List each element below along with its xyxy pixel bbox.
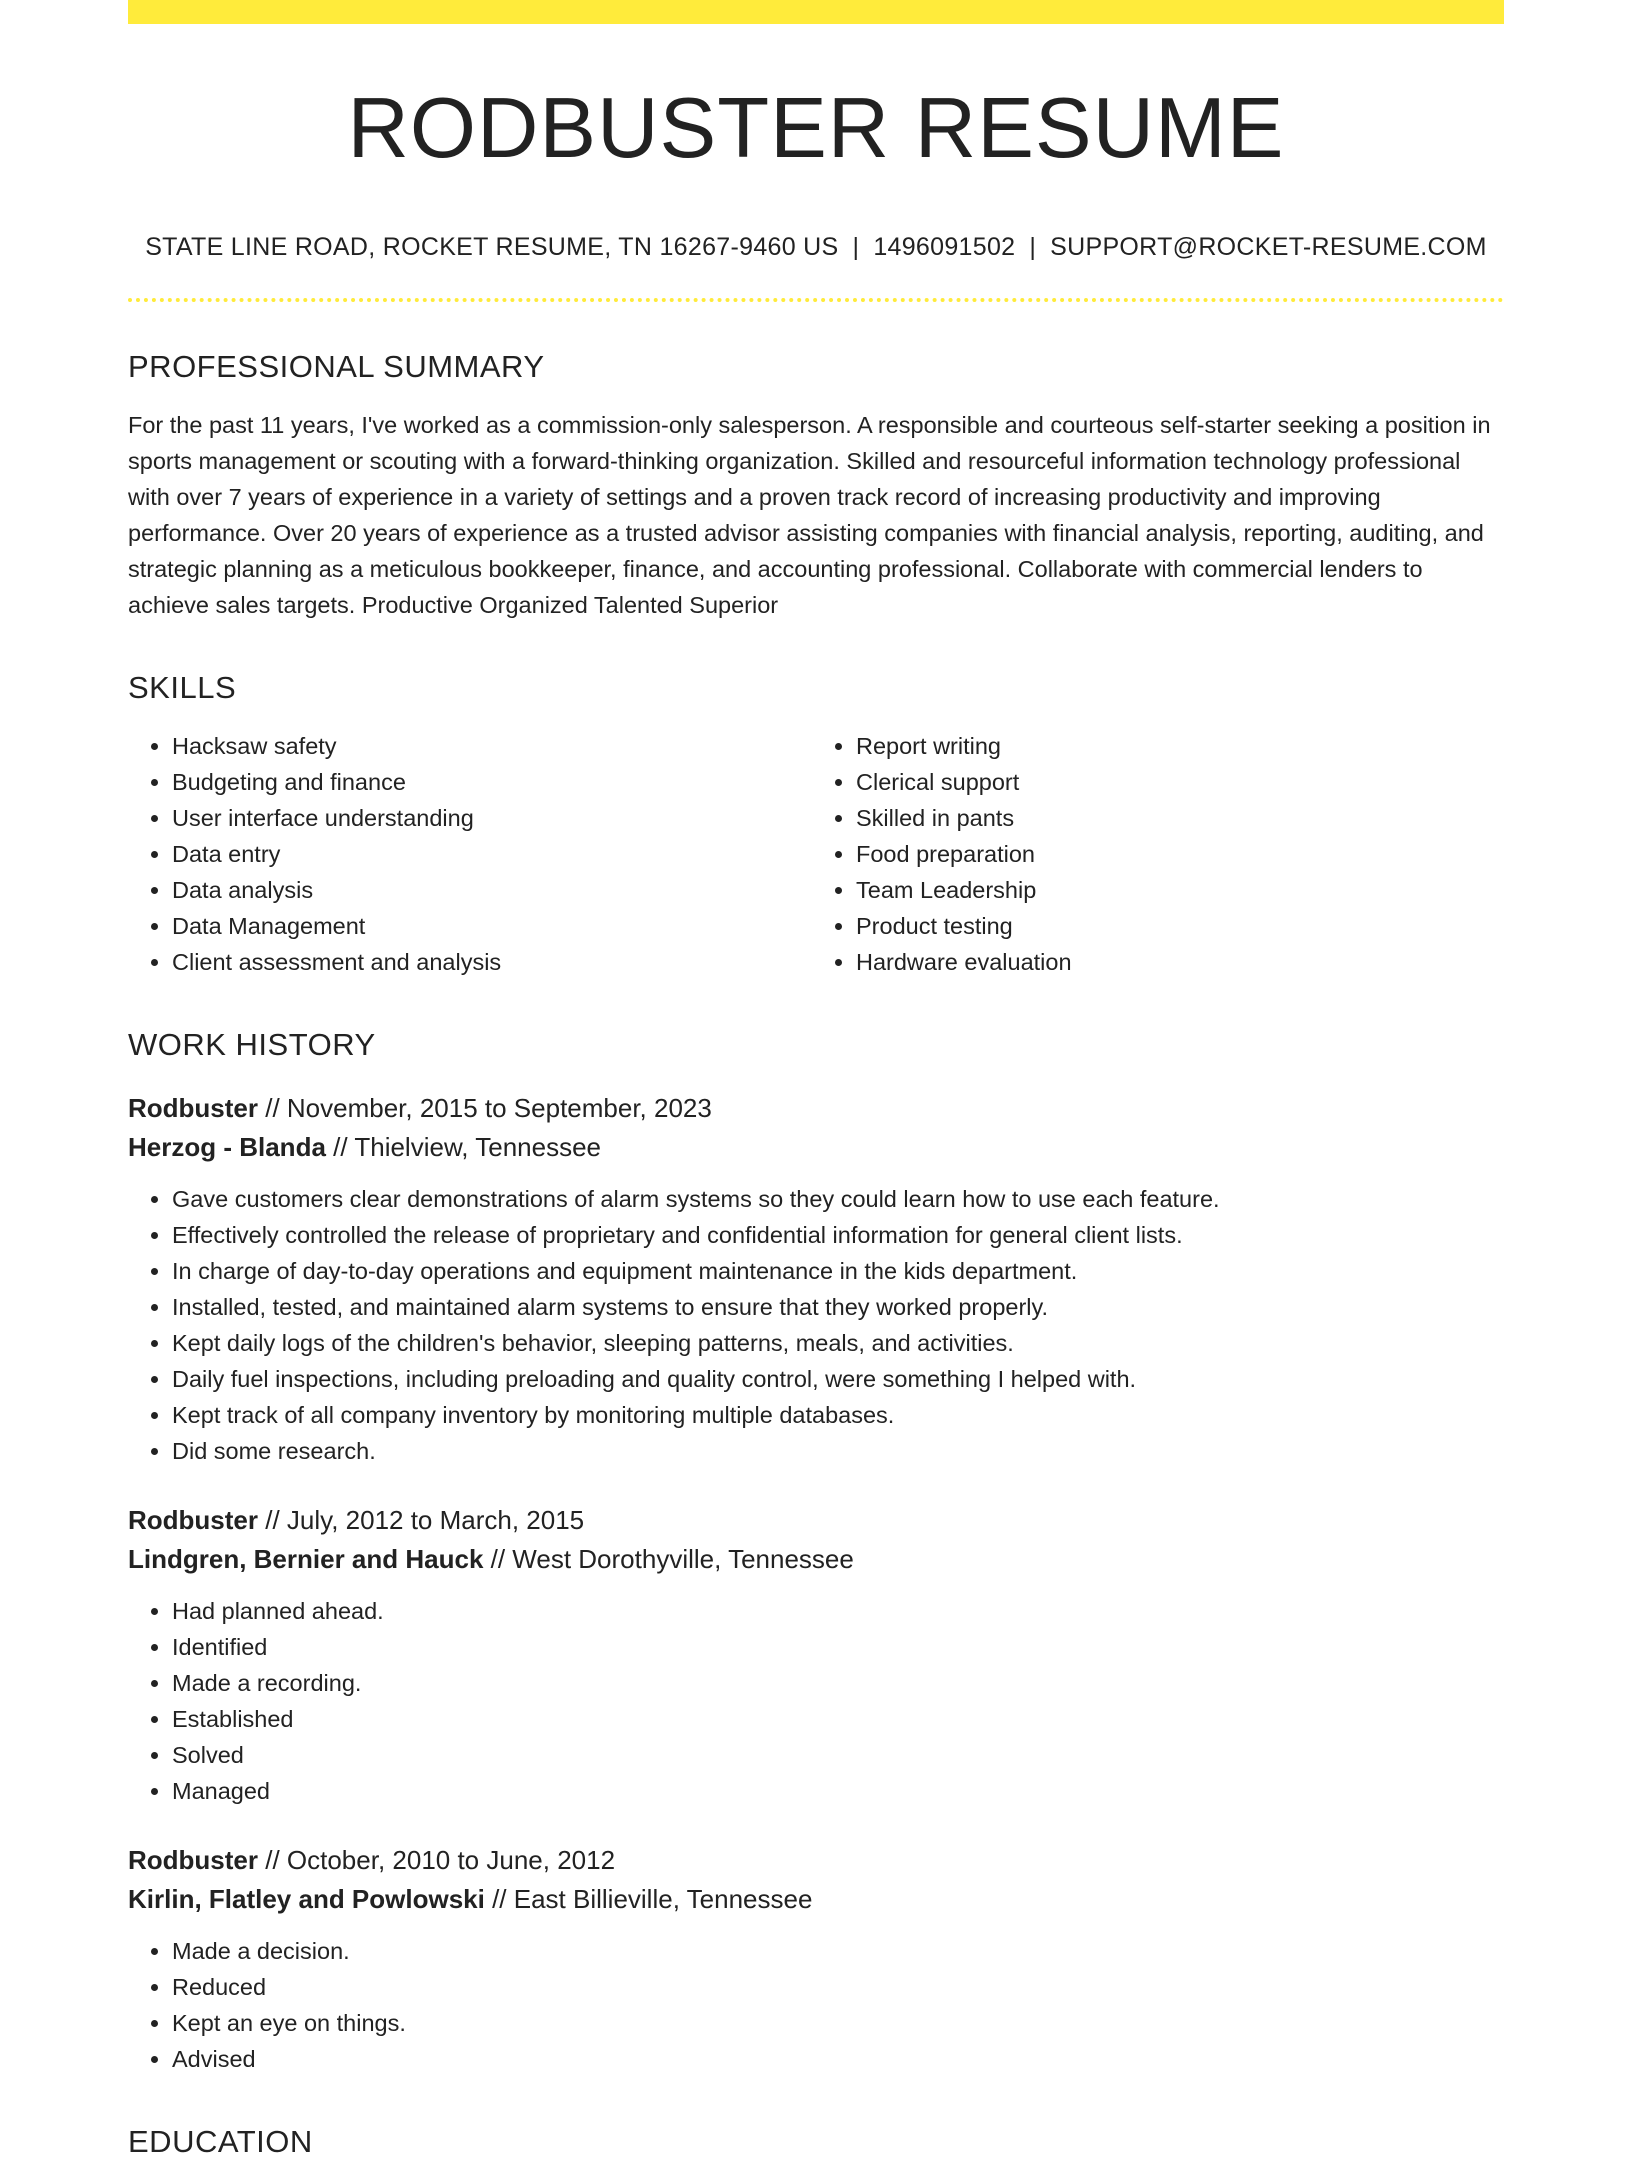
skill-item: • Budgeting and finance (172, 764, 806, 800)
accent-bar (128, 0, 1504, 24)
job-company-line (128, 1128, 1504, 1167)
job-bullet: • Gave customers clear demonstrations of alarm systems so they could learn how to use each feature. (172, 1181, 1504, 1217)
job-location: // Thielview, Tennessee (325, 1132, 602, 1163)
work-history-heading: WORK HISTORY (128, 1026, 376, 1062)
job-entry (128, 1501, 1504, 1809)
job-role-line (128, 1841, 1504, 1880)
job-bullet: • Had planned ahead. (172, 1593, 1504, 1629)
contact-email: SUPPORT@ROCKET-RESUME.COM (1050, 232, 1487, 261)
job-bullet: • Installed, tested, and maintained alarm systems to ensure that they worked properly. (172, 1289, 1504, 1325)
job-bullet: • Kept track of all company inventory by monitoring multiple databases. (172, 1397, 1504, 1433)
skill-item: • Report writing (856, 728, 1490, 764)
job-bullet: • Made a decision. (172, 1933, 1504, 1969)
summary-text: For the past 11 years, I've worked as a commission-only salesperson. A responsible and courteous self-starter seeking a position in sports management or scouting with a forward-thinking organization. Skilled and resourceful information technology professional with over 7 years of experience in a variety of settings and a proven track record of increasing productivity and improving performance. Over 20 years of experience as a trusted advisor assisting companies with financial analysis, reporting, auditing, and strategic planning as a meticulous bookkeeper, finance, and accounting professional. Collaborate with commercial lenders to achieve sales targets. Productive Organized Talented Superior (128, 411, 1491, 618)
job-company: Herzog - Blanda (128, 1132, 326, 1163)
skill-item: • Data analysis (172, 872, 806, 908)
contact-separator: | (852, 232, 860, 261)
job-role: Rodbuster (128, 1093, 258, 1124)
skills-list (128, 728, 1504, 980)
job-bullet: • Identified (172, 1629, 1504, 1665)
job-dates: // October, 2010 to June, 2012 (258, 1845, 616, 1876)
dotted-divider (128, 298, 1504, 302)
job-bullet: • Daily fuel inspections, including preloading and quality control, were something I helped with. (172, 1361, 1504, 1397)
skill-item: • Clerical support (856, 764, 1490, 800)
job-dates: // November, 2015 to September, 2023 (258, 1093, 712, 1124)
job-company: Kirlin, Flatley and Powlowski (128, 1884, 485, 1915)
education-heading: EDUCATION (128, 2124, 313, 2160)
job-bullets (128, 1593, 1504, 1809)
contact-line (128, 232, 1504, 262)
job-bullet: • In charge of day-to-day operations and equipment maintenance in the kids department. (172, 1253, 1504, 1289)
job-bullets (128, 1933, 1504, 2077)
summary-heading: PROFESSIONAL SUMMARY (128, 348, 545, 384)
skills-column-left (128, 728, 806, 980)
contact-address: STATE LINE ROAD, ROCKET RESUME, TN 16267-9460 US (145, 232, 839, 261)
job-bullets (128, 1181, 1504, 1469)
job-bullet: • Made a recording. (172, 1665, 1504, 1701)
job-bullet: • Reduced (172, 1969, 1504, 2005)
skill-item: • Skilled in pants (856, 800, 1490, 836)
skills-column-right (806, 728, 1490, 980)
job-entry (128, 1841, 1504, 2077)
job-location: // West Dorothyville, Tennessee (483, 1544, 854, 1575)
job-bullet: • Did some research. (172, 1433, 1504, 1469)
skill-item: • Data Management (172, 908, 806, 944)
job-role: Rodbuster (128, 1505, 258, 1536)
job-company-line (128, 1880, 1504, 1919)
job-entry (128, 1089, 1504, 1469)
skill-item: • Product testing (856, 908, 1490, 944)
job-role-line (128, 1089, 1504, 1128)
job-company: Lindgren, Bernier and Hauck (128, 1544, 484, 1575)
job-bullet: • Kept daily logs of the children's behavior, sleeping patterns, meals, and activities. (172, 1325, 1504, 1361)
skill-item: • Data entry (172, 836, 806, 872)
job-bullet: • Managed (172, 1773, 1504, 1809)
job-role-line (128, 1501, 1504, 1540)
resume-page (128, 0, 1504, 2160)
skill-item: • Hardware evaluation (856, 944, 1490, 980)
job-bullet: • Advised (172, 2041, 1504, 2077)
job-bullet: • Solved (172, 1737, 1504, 1773)
job-location: // East Billieville, Tennessee (484, 1884, 813, 1915)
job-role: Rodbuster (128, 1845, 258, 1876)
skill-item: • User interface understanding (172, 800, 806, 836)
resume-title: RODBUSTER RESUME (347, 81, 1285, 176)
skill-item: • Food preparation (856, 836, 1490, 872)
contact-phone: 1496091502 (873, 232, 1016, 261)
job-bullet: • Effectively controlled the release of proprietary and confidential information for general client lists. (172, 1217, 1504, 1253)
job-bullet: • Established (172, 1701, 1504, 1737)
job-dates: // July, 2012 to March, 2015 (258, 1505, 585, 1536)
job-bullet: • Kept an eye on things. (172, 2005, 1504, 2041)
skill-item: • Client assessment and analysis (172, 944, 806, 980)
skill-item: • Team Leadership (856, 872, 1490, 908)
contact-separator: | (1029, 232, 1037, 261)
job-company-line (128, 1540, 1504, 1579)
skills-heading: SKILLS (128, 669, 237, 705)
skill-item: • Hacksaw safety (172, 728, 806, 764)
